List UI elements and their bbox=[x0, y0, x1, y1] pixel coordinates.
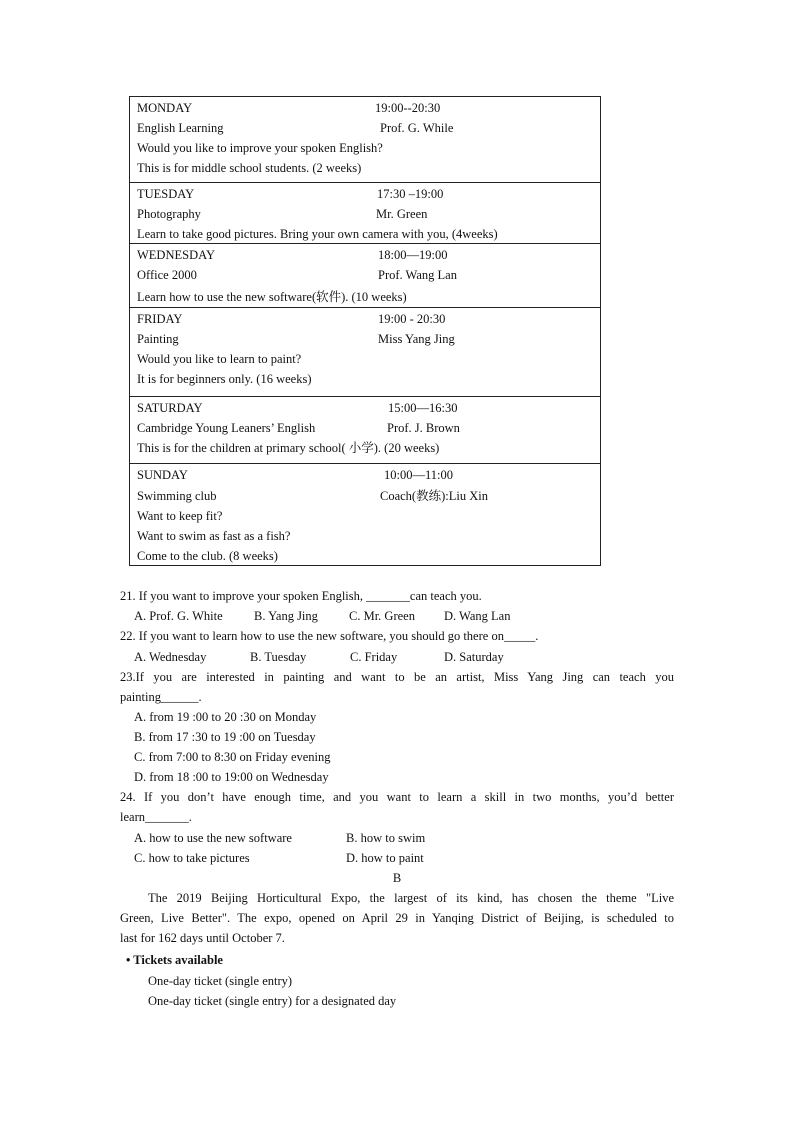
course-name: Photography bbox=[137, 207, 201, 221]
ticket-item: One-day ticket (single entry) bbox=[148, 974, 293, 988]
teacher-name: Miss Yang Jing bbox=[378, 332, 455, 346]
time-label: 19:00 - 20:30 bbox=[378, 312, 446, 326]
teacher-name: Prof. G. While bbox=[380, 121, 454, 135]
schedule-row-tuesday bbox=[130, 183, 600, 244]
schedule-table bbox=[129, 96, 601, 566]
course-note: Come to the club. (8 weeks) bbox=[137, 549, 278, 563]
schedule-row-saturday bbox=[130, 397, 600, 464]
question-22-option-a: A. Wednesday bbox=[134, 650, 207, 664]
section-b-label: B bbox=[392, 871, 402, 885]
schedule-row-wednesday bbox=[130, 244, 600, 308]
course-note: It is for beginners only. (16 weeks) bbox=[137, 372, 312, 386]
course-name: Cambridge Young Leaners’ English bbox=[137, 421, 316, 435]
teacher-name: Coach(教练):Liu Xin bbox=[380, 489, 488, 503]
question-24-option-c: C. how to take pictures bbox=[134, 851, 250, 865]
question-23-option-c: C. from 7:00 to 8:30 on Friday evening bbox=[134, 750, 331, 764]
course-name: Swimming club bbox=[137, 489, 217, 503]
teacher-name: Prof. Wang Lan bbox=[378, 268, 457, 282]
question-23-option-b: B. from 17 :30 to 19 :00 on Tuesday bbox=[134, 730, 316, 744]
teacher-name: Mr. Green bbox=[376, 207, 428, 221]
time-label: 17:30 –19:00 bbox=[377, 187, 444, 201]
question-22-option-c: C. Friday bbox=[350, 650, 398, 664]
question-21-option-b: B. Yang Jing bbox=[254, 609, 318, 623]
question-24-stem-cont: learn_______. bbox=[120, 810, 192, 824]
day-label: FRIDAY bbox=[137, 312, 183, 326]
tickets-heading: • Tickets available bbox=[126, 953, 223, 967]
question-22-option-b: B. Tuesday bbox=[250, 650, 307, 664]
day-label: SATURDAY bbox=[137, 401, 203, 415]
course-note: This is for middle school students. (2 weeks) bbox=[137, 161, 362, 175]
question-23-stem: 23.If you are interested in painting and want to be an artist, Miss Yang Jing can teach you bbox=[120, 670, 674, 684]
day-label: WEDNESDAY bbox=[137, 248, 216, 262]
question-21-option-a: A. Prof. G. White bbox=[134, 609, 223, 623]
section-b-paragraph-line-2: Green, Live Better". The expo, opened on April 29 in Yanqing District of Beijing, is scheduled to bbox=[120, 911, 674, 925]
course-note: Want to swim as fast as a fish? bbox=[137, 529, 291, 543]
course-name: English Learning bbox=[137, 121, 224, 135]
section-b-paragraph-line-1: The 2019 Beijing Horticultural Expo, the largest of its kind, has chosen the theme "Live bbox=[148, 891, 674, 905]
course-name: Painting bbox=[137, 332, 179, 346]
question-24-option-a: A. how to use the new software bbox=[134, 831, 292, 845]
question-21-option-d: D. Wang Lan bbox=[444, 609, 511, 623]
time-label: 15:00—16:30 bbox=[388, 401, 458, 415]
day-label: TUESDAY bbox=[137, 187, 195, 201]
course-name: Office 2000 bbox=[137, 268, 197, 282]
question-23-stem-cont: painting______. bbox=[120, 690, 202, 704]
question-24-stem: 24. If you don’t have enough time, and you want to learn a skill in two months, you’d better bbox=[120, 790, 674, 804]
course-note: Would you like to improve your spoken English? bbox=[137, 141, 383, 155]
course-note: Want to keep fit? bbox=[137, 509, 223, 523]
section-b-paragraph-line-3: last for 162 days until October 7. bbox=[120, 931, 285, 945]
teacher-name: Prof. J. Brown bbox=[387, 421, 460, 435]
schedule-row-monday bbox=[130, 97, 600, 183]
course-note: Would you like to learn to paint? bbox=[137, 352, 302, 366]
ticket-item: One-day ticket (single entry) for a designated day bbox=[148, 994, 397, 1008]
question-21-stem: 21. If you want to improve your spoken English, _______can teach you. bbox=[120, 589, 482, 603]
question-22-option-d: D. Saturday bbox=[444, 650, 504, 664]
time-label: 10:00—11:00 bbox=[384, 468, 453, 482]
day-label: SUNDAY bbox=[137, 468, 188, 482]
course-note: Learn to take good pictures. Bring your own camera with you, (4weeks) bbox=[137, 227, 498, 241]
day-label: MONDAY bbox=[137, 101, 193, 115]
question-24-option-d: D. how to paint bbox=[346, 851, 424, 865]
course-note: Learn how to use the new software(软件). (10 weeks) bbox=[137, 290, 407, 304]
schedule-row-friday bbox=[130, 308, 600, 397]
question-22-stem: 22. If you want to learn how to use the new software, you should go there on_____. bbox=[120, 629, 539, 643]
time-label: 18:00—19:00 bbox=[378, 248, 448, 262]
question-23-option-d: D. from 18 :00 to 19:00 on Wednesday bbox=[134, 770, 329, 784]
question-21-option-c: C. Mr. Green bbox=[349, 609, 415, 623]
time-label: 19:00--20:30 bbox=[375, 101, 441, 115]
course-note: This is for the children at primary school( 小学). (20 weeks) bbox=[137, 441, 440, 455]
question-23-option-a: A. from 19 :00 to 20 :30 on Monday bbox=[134, 710, 317, 724]
schedule-row-sunday bbox=[130, 464, 600, 565]
question-24-option-b: B. how to swim bbox=[346, 831, 426, 845]
